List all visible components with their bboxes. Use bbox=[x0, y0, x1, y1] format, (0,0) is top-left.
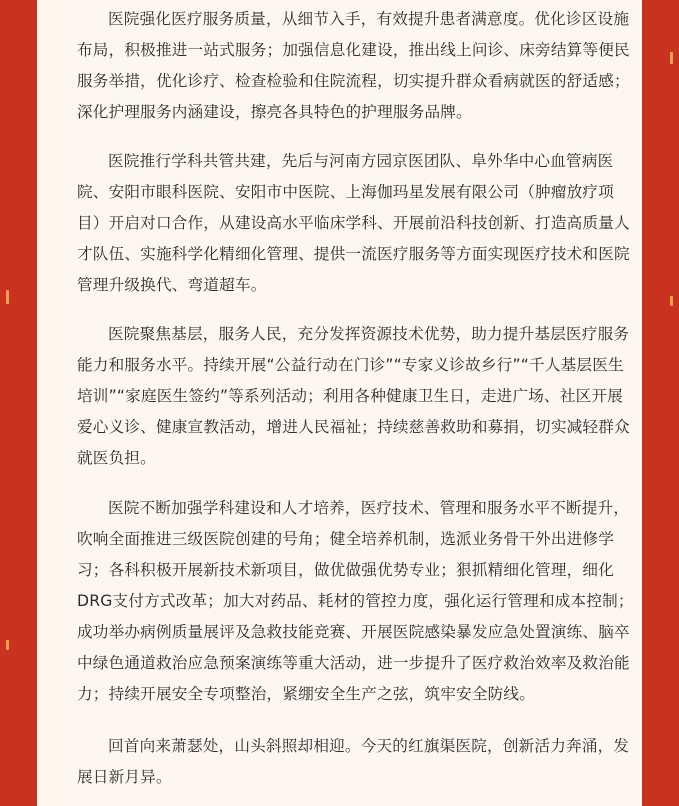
paragraph-talent-building: 医院不断加强学科建设和人才培养，医疗技术、管理和服务水平不断提升，吹响全面推进三级医院创建的号角；健全培养机制，选派业务骨干外出进修学习；各科积极开展新技术新项目，做优做强优势专业；狠抓精细化管理，细化DRG支付方式改革；加大对药品、耗材的管控力度，强化运行管理和成本控制；成功举办病例质量展评及急救技能竞赛、开展医院感染暴发应急处置演练、脑卒中绿色通道救治应急预案演练等重大活动，进一步提升了医疗救治效率及救治能力；持续开展安全专项整治，紧绷安全生产之弦，筑牢安全防线。 bbox=[77, 499, 634, 703]
gold-ornament bbox=[670, 52, 673, 64]
gold-ornament bbox=[670, 296, 673, 306]
gold-ornament bbox=[6, 640, 9, 650]
paragraph-service-quality: 医院强化医疗服务质量，从细节入手，有效提升患者满意度。优化诊区设施布局，积极推进一站式服务；加强信息化建设，推出线上问诊、床旁结算等便民服务举措，优化诊疗、检查检验和住院流程，切实提升群众看病就医的舒适感；深化护理服务内涵建设，擦亮各具特色的护理服务品牌。 bbox=[77, 10, 630, 121]
article-panel bbox=[37, 0, 642, 806]
left-red-border bbox=[0, 0, 37, 806]
paragraph-closing: 回首向来萧瑟处，山头斜照却相迎。今天的红旗渠医院，创新活力奔涌，发展日新月异。 bbox=[77, 737, 630, 786]
gold-ornament bbox=[6, 290, 9, 304]
right-red-border bbox=[642, 0, 679, 806]
paragraph-grassroots-service: 医院聚焦基层，服务人民，充分发挥资源技术优势，助力提升基层医疗服务能力和服务水平。持续开展“公益行动在门诊”“专家义诊故乡行”“千人基层医生培训”“家庭医生签约”等系列活动；利用各种健康卫生日，走进广场、社区开展爱心义诊、健康宣教活动，增进人民福祉；持续慈善救助和募捐，切实减轻群众就医负担。 bbox=[77, 325, 630, 467]
paragraph-discipline-cooperation: 医院推行学科共管共建，先后与河南方园京医团队、阜外华中心血管病医院、安阳市眼科医院、安阳市中医院、上海伽玛星发展有限公司（肿瘤放疗项目）开启对口合作，从建设高水平临床学科、开展前沿科技创新、打造高质量人才队伍、实施科学化精细化管理、提供一流医疗服务等方面实现医疗技术和医院管理升级换代、弯道超车。 bbox=[77, 152, 630, 294]
